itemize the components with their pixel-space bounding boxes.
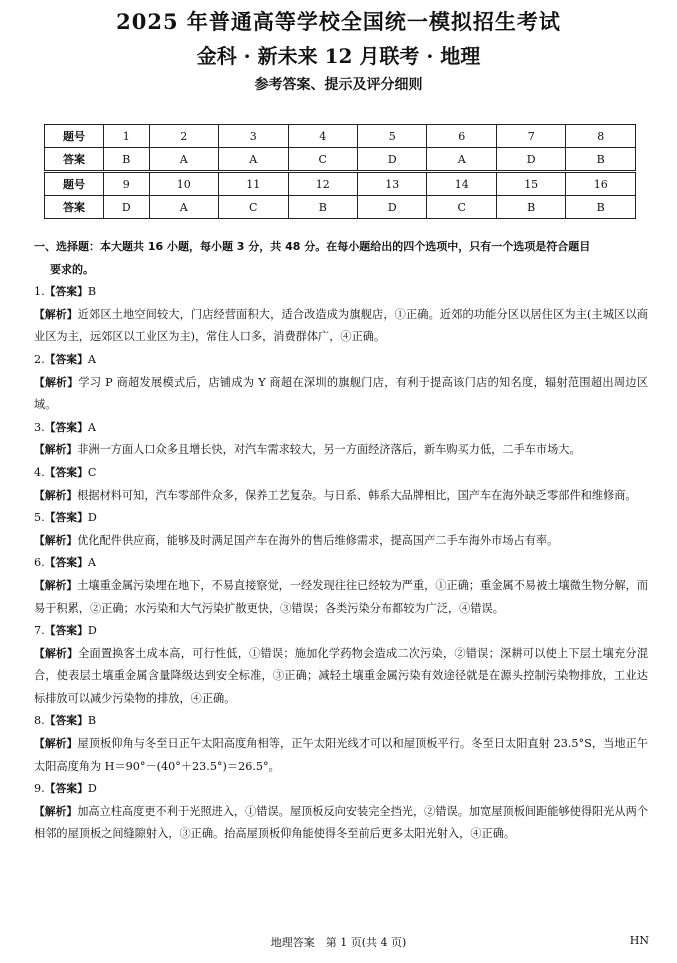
document-heading: 参考答案、提示及评分细则 bbox=[254, 77, 423, 93]
analysis-tag: 【解析】 bbox=[34, 533, 78, 547]
answer-letter: B bbox=[288, 196, 357, 219]
answer-letter: D bbox=[357, 148, 426, 172]
question-answer-line bbox=[34, 349, 648, 372]
question-answer-line bbox=[34, 462, 648, 485]
question-number: 16 bbox=[566, 172, 636, 196]
analysis-tag: 【解析】 bbox=[34, 737, 78, 751]
answer-tag: 【答案】 bbox=[44, 624, 88, 638]
answer-letter: B bbox=[566, 148, 636, 172]
question-number: 3 bbox=[219, 125, 288, 148]
question-number: 15 bbox=[496, 172, 565, 196]
answer-letter: B bbox=[104, 148, 150, 172]
question-number: 6 bbox=[427, 125, 496, 148]
analysis-text: 优化配件供应商，能够及时满足国产车在海外的售后维修需求，提高国产二手车海外市场占有率。 bbox=[77, 533, 559, 547]
table-row bbox=[45, 148, 636, 172]
answer-tag: 【答案】 bbox=[44, 782, 88, 796]
question-answer-line bbox=[34, 507, 648, 530]
analysis-tag: 【解析】 bbox=[34, 375, 79, 389]
answer-letter: B bbox=[496, 196, 565, 219]
answer-tag: 【答案】 bbox=[44, 285, 88, 299]
question-analysis bbox=[34, 801, 648, 846]
answer-value: D bbox=[87, 624, 97, 638]
question-number: 8. bbox=[34, 714, 45, 728]
question-number: 4. bbox=[34, 465, 45, 479]
analysis-text: 全面置换客土成本高，可行性低，①错误；施加化学药物会造成二次污染，②错误；深耕可以使上下层土壤充分混合，使表层土壤重金属含量降级达到安全标准，③正确；减轻土壤重金属污染有效途径就是在源头控制污染物排放，工业达标排放可以减少污染物的排放，④正确。 bbox=[34, 646, 649, 705]
row-label-answer: 答案 bbox=[45, 196, 104, 219]
answer-value: A bbox=[87, 556, 96, 570]
answer-value: D bbox=[87, 511, 97, 525]
analysis-text: 土壤重金属污染埋在地下，不易直接察觉，一经发现往往已经较为严重，①正确；重金属不易被土壤微生物分解，而易于积累，②正确；水污染和大气污染扩散更快，③错误；各类污染分布都较为广泛，④错误。 bbox=[34, 578, 649, 615]
answer-value: A bbox=[87, 420, 96, 434]
answer-value: A bbox=[87, 352, 96, 366]
table-row bbox=[45, 196, 636, 219]
question-analysis bbox=[34, 304, 648, 349]
answer-value: B bbox=[87, 714, 97, 728]
page-footer: 地理答案 第 1 页(共 4 页) bbox=[270, 936, 407, 949]
answer-tag: 【答案】 bbox=[44, 511, 88, 525]
analysis-tag: 【解析】 bbox=[34, 307, 78, 321]
answer-key-table bbox=[44, 124, 636, 219]
answer-letter: B bbox=[566, 196, 636, 219]
question-number: 5 bbox=[357, 125, 426, 148]
question-analysis bbox=[34, 643, 648, 711]
question-analysis bbox=[34, 733, 648, 778]
answer-explanations bbox=[34, 236, 648, 846]
question-number: 4 bbox=[288, 125, 357, 148]
section-heading-continued: 要求的。 bbox=[50, 262, 94, 276]
question-number: 2. bbox=[34, 352, 45, 366]
answer-letter: A bbox=[427, 148, 496, 172]
question-number: 11 bbox=[219, 172, 288, 196]
question-number: 2 bbox=[149, 125, 218, 148]
question-number: 10 bbox=[149, 172, 218, 196]
question-number: 12 bbox=[288, 172, 357, 196]
answer-letter: A bbox=[149, 148, 218, 172]
answer-value: B bbox=[87, 285, 97, 299]
row-label-answer: 答案 bbox=[45, 148, 104, 172]
analysis-tag: 【解析】 bbox=[34, 488, 78, 502]
answer-tag: 【答案】 bbox=[44, 714, 88, 728]
question-number: 14 bbox=[427, 172, 496, 196]
exam-title: 2025 年普通高等学校全国统一模拟招生考试 bbox=[116, 9, 561, 34]
answer-letter: D bbox=[357, 196, 426, 219]
question-number: 5. bbox=[34, 511, 45, 525]
answer-value: D bbox=[87, 782, 97, 796]
question-number: 7 bbox=[496, 125, 565, 148]
question-number: 1. bbox=[34, 285, 45, 299]
answer-value: C bbox=[87, 465, 97, 479]
table-row bbox=[45, 125, 636, 148]
question-number: 13 bbox=[357, 172, 426, 196]
question-answer-line bbox=[34, 778, 648, 801]
analysis-text: 学习 P 商超发展模式后，店铺成为 Y 商超在深圳的旗舰门店，有利于提高该门店的知名度，辐射范围超出周边区域。 bbox=[34, 375, 649, 412]
analysis-tag: 【解析】 bbox=[34, 646, 79, 660]
question-answer-line bbox=[34, 281, 648, 304]
question-number: 6. bbox=[34, 556, 45, 570]
question-analysis bbox=[34, 439, 648, 462]
question-number: 9 bbox=[104, 172, 150, 196]
answer-tag: 【答案】 bbox=[44, 556, 88, 570]
question-number: 8 bbox=[566, 125, 636, 148]
question-number: 3. bbox=[34, 420, 45, 434]
analysis-text: 加高立柱高度更不利于光照进入，①错误。屋顶板反向安装完全挡光，②错误。加宽屋顶板间距能够使得阳光从两个相邻的屋顶板之间缝隙射入，③正确。抬高屋顶板仰角能使得冬至前后更多太阳光射入，④正确。 bbox=[34, 804, 649, 841]
question-analysis bbox=[34, 575, 648, 620]
answer-tag: 【答案】 bbox=[44, 465, 88, 479]
answer-letter: C bbox=[219, 196, 288, 219]
answer-letter: D bbox=[104, 196, 150, 219]
region-code: HN bbox=[629, 934, 649, 947]
analysis-text: 根据材料可知，汽车零部件众多，保养工艺复杂。与日系、韩系大品牌相比，国产车在海外缺乏零部件和维修商。 bbox=[77, 488, 637, 502]
row-label-question: 题号 bbox=[45, 172, 104, 196]
question-analysis bbox=[34, 485, 648, 508]
answer-letter: C bbox=[288, 148, 357, 172]
section-heading: 一、选择题：本大题共 16 小题，每小题 3 分，共 48 分。在每小题给出的四个选项中，只有一个选项是符合题目 bbox=[34, 240, 591, 253]
question-analysis bbox=[34, 372, 648, 417]
answer-tag: 【答案】 bbox=[44, 420, 88, 434]
question-number: 7. bbox=[34, 624, 45, 638]
answer-tag: 【答案】 bbox=[44, 352, 88, 366]
question-answer-line bbox=[34, 417, 648, 440]
question-list bbox=[34, 281, 648, 846]
analysis-tag: 【解析】 bbox=[34, 578, 78, 592]
question-answer-line bbox=[34, 552, 648, 575]
answer-letter: C bbox=[427, 196, 496, 219]
analysis-text: 非洲一方面人口众多且增长快，对汽车需求较大，另一方面经济落后，新车购买力低，二手车市场大。 bbox=[77, 443, 581, 457]
analysis-text: 屋顶板仰角与冬至日正午太阳高度角相等，正午太阳光线才可以和屋顶板平行。冬至日太阳直射 23.5°S，当地正午太阳高度角为 H＝90°－(40°＋23.5°)＝26.5°。 bbox=[34, 737, 649, 773]
question-number: 9. bbox=[34, 782, 45, 796]
question-answer-line bbox=[34, 710, 648, 733]
table-row bbox=[45, 172, 636, 196]
answer-letter: A bbox=[149, 196, 218, 219]
question-number: 1 bbox=[104, 125, 150, 148]
analysis-text: 近郊区土地空间较大，门店经营面积大，适合改造成为旗舰店，①正确。近郊的功能分区以居住区为主(主城区以商业区为主，远郊区以工业区为主)，常住人口多，消费群体广，④正确。 bbox=[34, 307, 649, 344]
exam-subtitle: 金科 · 新未来 12 月联考 · 地理 bbox=[196, 44, 481, 68]
answer-letter: A bbox=[219, 148, 288, 172]
question-analysis bbox=[34, 530, 648, 553]
row-label-question: 题号 bbox=[45, 125, 104, 148]
question-answer-line bbox=[34, 620, 648, 643]
answer-letter: D bbox=[496, 148, 565, 172]
analysis-tag: 【解析】 bbox=[34, 443, 78, 457]
analysis-tag: 【解析】 bbox=[34, 804, 78, 818]
